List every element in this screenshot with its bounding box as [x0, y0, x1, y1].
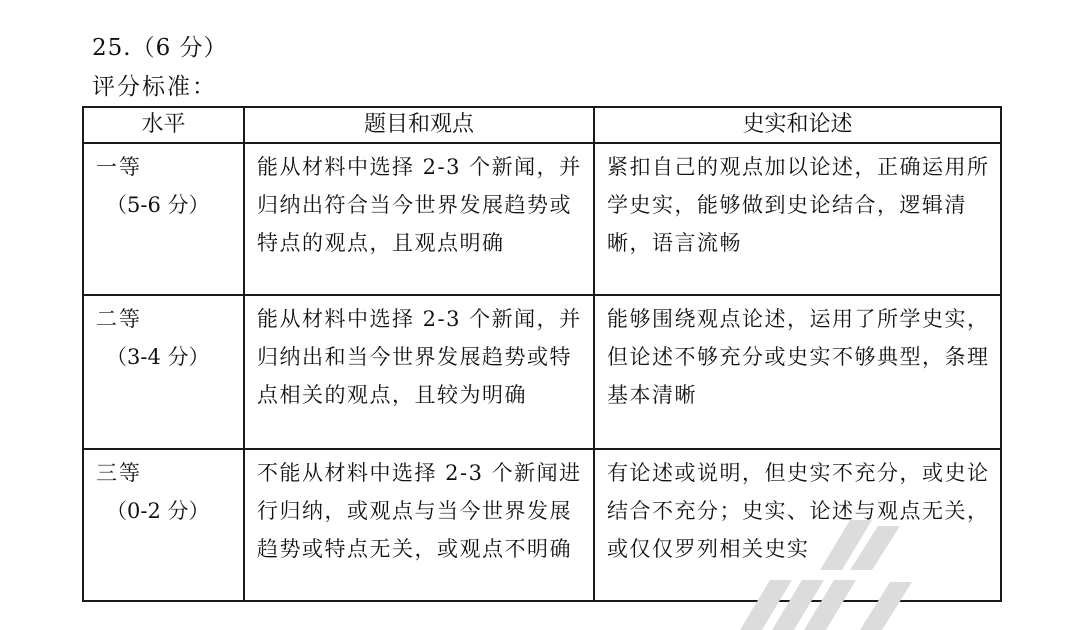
level-name: 二等 — [96, 307, 142, 331]
history-cell — [594, 295, 1001, 449]
topic-cell — [244, 143, 594, 295]
table-row — [83, 143, 1001, 295]
level-name: 三等 — [96, 461, 142, 485]
topic-text: 不能从材料中选择 2-3 个新闻进行归纳，或观点与当今世界发展趋势或特点无关，或观点不明确 — [257, 461, 582, 561]
topic-cell — [244, 295, 594, 449]
topic-cell — [244, 449, 594, 601]
header-history-argument: 史实和论述 — [594, 107, 1001, 143]
topic-text: 能从材料中选择 2-3 个新闻，并归纳出符合当今世界发展趋势或特点的观点，且观点明确 — [257, 155, 582, 255]
level-score: （0-2 分） — [106, 499, 210, 523]
table-row — [83, 295, 1001, 449]
topic-text: 能从材料中选择 2-3 个新闻，并归纳出和当今世界发展趋势或特点相关的观点，且较为明确 — [257, 307, 582, 407]
level-cell — [83, 295, 244, 449]
question-number: 25.（6 分） — [92, 35, 228, 61]
history-text: 紧扣自己的观点加以论述，正确运用所学史实，能够做到史论结合，逻辑清晰，语言流畅 — [607, 155, 990, 255]
watermark-logo-icon — [700, 520, 940, 630]
level-score: （5-6 分） — [106, 193, 210, 217]
level-name: 一等 — [96, 155, 142, 179]
level-cell — [83, 449, 244, 601]
level-score: （3-4 分） — [106, 345, 210, 369]
header-level: 水平 — [83, 107, 244, 143]
header-topic-viewpoint: 题目和观点 — [244, 107, 594, 143]
history-text: 有论述或说明，但史实不充分，或史论结合不充分；史实、论述与观点无关，或仅仅罗列相关史实 — [607, 461, 990, 561]
history-cell — [594, 143, 1001, 295]
level-cell — [83, 143, 244, 295]
history-text: 能够围绕观点论述，运用了所学史实，但论述不够充分或史实不够典型，条理基本清晰 — [607, 307, 990, 407]
scoring-criteria-label: 评分标准： — [92, 74, 217, 100]
table-header-row — [83, 107, 1001, 143]
